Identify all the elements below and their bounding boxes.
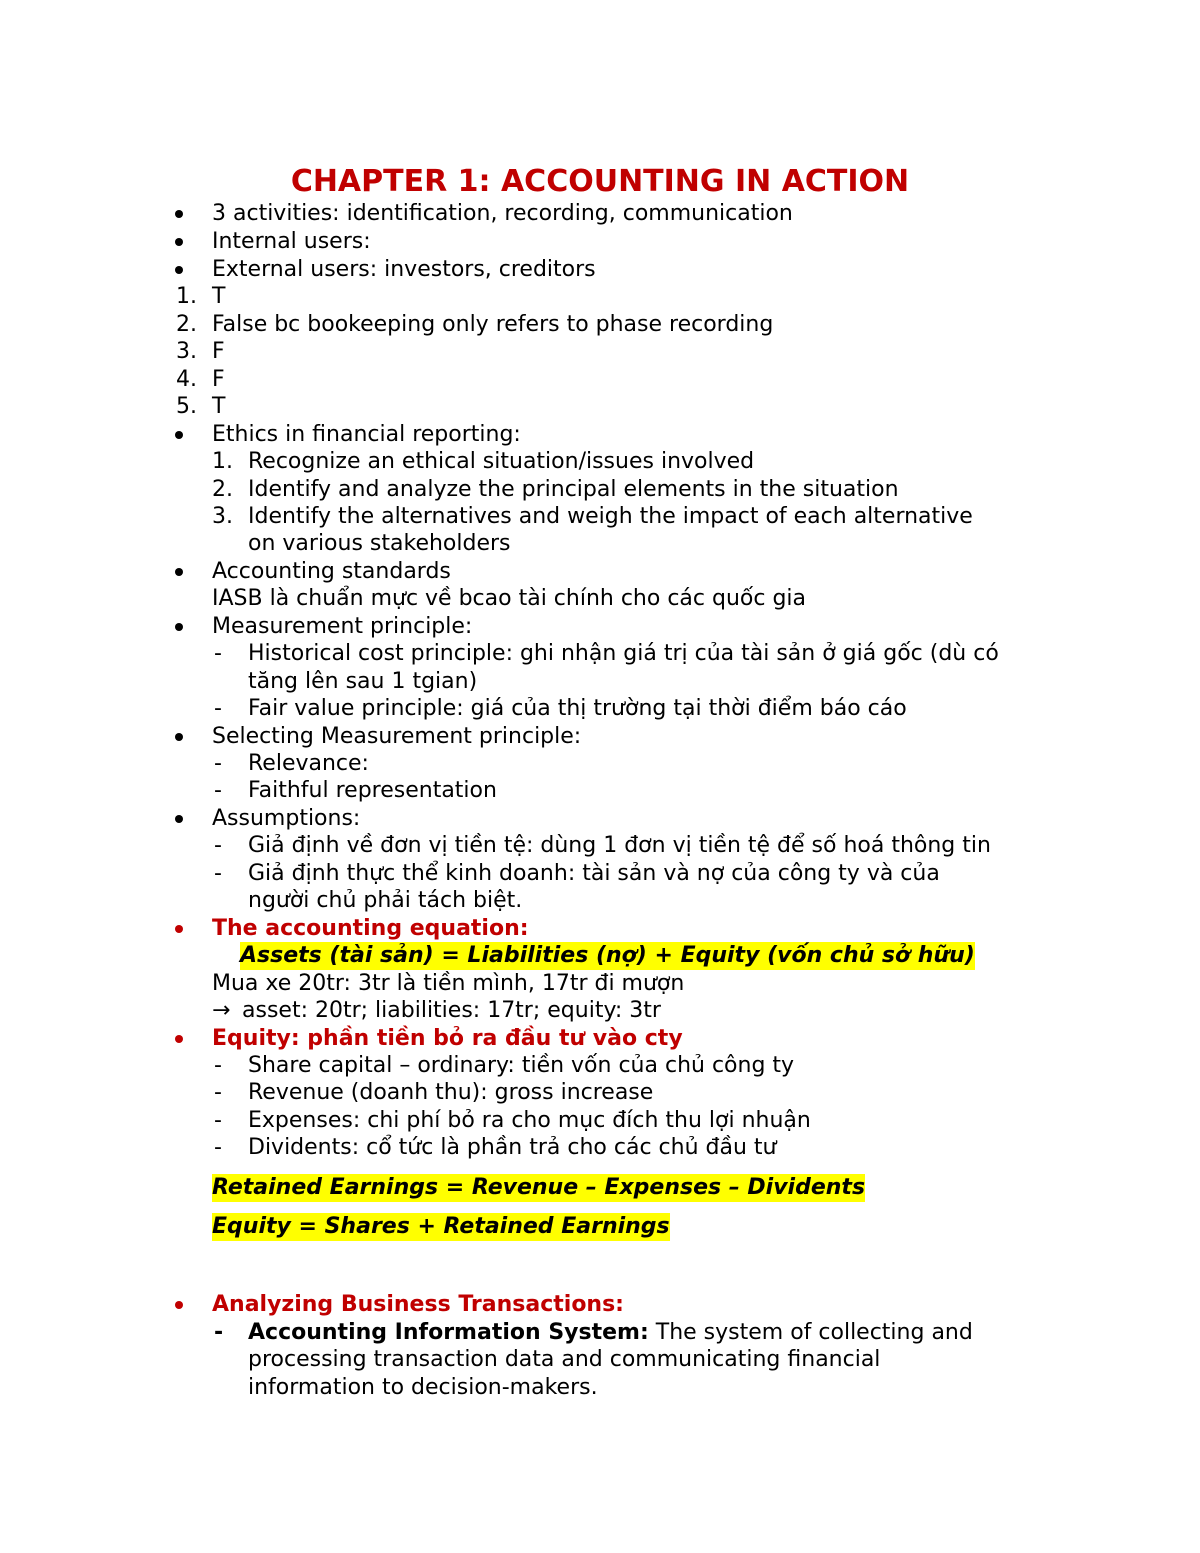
equity-formula: Equity = Shares + Retained Earnings — [212, 1214, 670, 1239]
ais-line — [248, 1319, 973, 1347]
ais-definition: The system of collecting and — [648, 1320, 973, 1345]
retained-earnings-formula: Retained Earnings = Revenue – Expenses – Dividents — [212, 1175, 866, 1200]
list-number: 4. — [176, 367, 197, 392]
assumptions-heading: Assumptions: — [212, 806, 361, 831]
dash-marker: - — [214, 1108, 222, 1133]
faithful-line: Faithful representation — [248, 778, 497, 803]
list-number: 1. — [176, 284, 197, 309]
entity-assumption-cont: người chủ phải tách biệt. — [248, 888, 523, 913]
list-number: 3. — [176, 339, 197, 364]
answer-5: T — [212, 394, 226, 419]
bullet-dot-icon — [175, 733, 183, 741]
standards-note: IASB là chuẩn mực về bcao tài chính cho các quốc gia — [212, 586, 806, 611]
dash-marker: - — [214, 778, 222, 803]
fair-value-line: Fair value principle: giá của thị trường tại thời điểm báo cáo — [248, 696, 907, 721]
ais-definition-cont: processing transaction data and communicating financial — [248, 1347, 881, 1372]
bullet-dot-icon — [175, 925, 183, 933]
ais-term: Accounting Information System: — [248, 1320, 649, 1345]
bullet-dot-icon — [175, 1301, 183, 1309]
entity-assumption: Giả định thực thể kinh doanh: tài sản và nợ của công ty và của — [248, 861, 940, 886]
bullet-dot-icon — [175, 266, 183, 274]
ethics-step-2: Identify and analyze the principal elements in the situation — [248, 477, 899, 502]
answer-2: False bc bookeeping only refers to phase recording — [212, 312, 774, 337]
equation-example: Mua xe 20tr: 3tr là tiền mình, 17tr đi mượn — [212, 971, 685, 996]
ethics-step-3-cont: on various stakeholders — [248, 531, 511, 556]
historical-cost-line: Historical cost principle: ghi nhận giá trị của tài sản ở giá gốc (dù có — [248, 641, 999, 666]
expenses-line: Expenses: chi phí bỏ ra cho mục đích thu lợi nhuận — [248, 1108, 811, 1133]
bullet-dot-icon — [175, 623, 183, 631]
dash-marker: - — [214, 751, 222, 776]
list-number: 3. — [212, 504, 233, 529]
answer-3: F — [212, 339, 225, 364]
dash-marker: - — [214, 1053, 222, 1078]
share-capital-line: Share capital – ordinary: tiền vốn của chủ công ty — [248, 1053, 795, 1078]
equation-heading: The accounting equation: — [212, 916, 529, 941]
ethics-step-3: Identify the alternatives and weigh the impact of each alternative — [248, 504, 973, 529]
dash-marker: - — [214, 1135, 222, 1160]
equity-heading: Equity: phần tiền bỏ ra đầu tư vào cty — [212, 1026, 683, 1051]
dash-marker: - — [214, 641, 222, 666]
dividents-line: Dividents: cổ tức là phần trả cho các chủ đầu tư — [248, 1135, 777, 1160]
list-number: 2. — [176, 312, 197, 337]
standards-heading: Accounting standards — [212, 559, 451, 584]
revenue-line: Revenue (doanh thu): gross increase — [248, 1080, 654, 1105]
equation-formula: Assets (tài sản) = Liabilities (nợ) + Equity (vốn chủ sở hữu) — [240, 943, 975, 968]
dash-marker: - — [214, 1080, 222, 1105]
arrow-right-icon: → — [212, 998, 231, 1023]
chapter-title: CHAPTER 1: ACCOUNTING IN ACTION — [290, 164, 910, 199]
relevance-line: Relevance: — [248, 751, 369, 776]
historical-cost-cont: tăng lên sau 1 tgian) — [248, 669, 478, 694]
answer-4: F — [212, 367, 225, 392]
dash-marker: - — [214, 861, 222, 886]
selecting-heading: Selecting Measurement principle: — [212, 724, 582, 749]
bullet-dot-icon — [175, 568, 183, 576]
bullet-dot-icon — [175, 815, 183, 823]
dash-marker: - — [214, 1320, 224, 1345]
equation-result: asset: 20tr; liabilities: 17tr; equity: 3tr — [242, 998, 661, 1023]
list-number: 2. — [212, 477, 233, 502]
bullet-dot-icon — [175, 238, 183, 246]
external-users-line: External users: investors, creditors — [212, 257, 596, 282]
ethics-heading: Ethics in financial reporting: — [212, 422, 521, 447]
dash-marker: - — [214, 833, 222, 858]
list-number: 1. — [212, 449, 233, 474]
activities-line: 3 activities: identification, recording, communication — [212, 201, 793, 226]
dash-marker: - — [214, 696, 222, 721]
ais-definition-cont: information to decision-makers. — [248, 1375, 598, 1400]
internal-users-line: Internal users: — [212, 229, 371, 254]
measurement-heading: Measurement principle: — [212, 614, 473, 639]
answer-1: T — [212, 284, 226, 309]
list-number: 5. — [176, 394, 197, 419]
bullet-dot-icon — [175, 210, 183, 218]
bullet-dot-icon — [175, 431, 183, 439]
ethics-step-1: Recognize an ethical situation/issues involved — [248, 449, 755, 474]
bullet-dot-icon — [175, 1035, 183, 1043]
currency-assumption: Giả định về đơn vị tiền tệ: dùng 1 đơn vị tiền tệ để số hoá thông tin — [248, 833, 991, 858]
analyzing-heading: Analyzing Business Transactions: — [212, 1292, 624, 1317]
